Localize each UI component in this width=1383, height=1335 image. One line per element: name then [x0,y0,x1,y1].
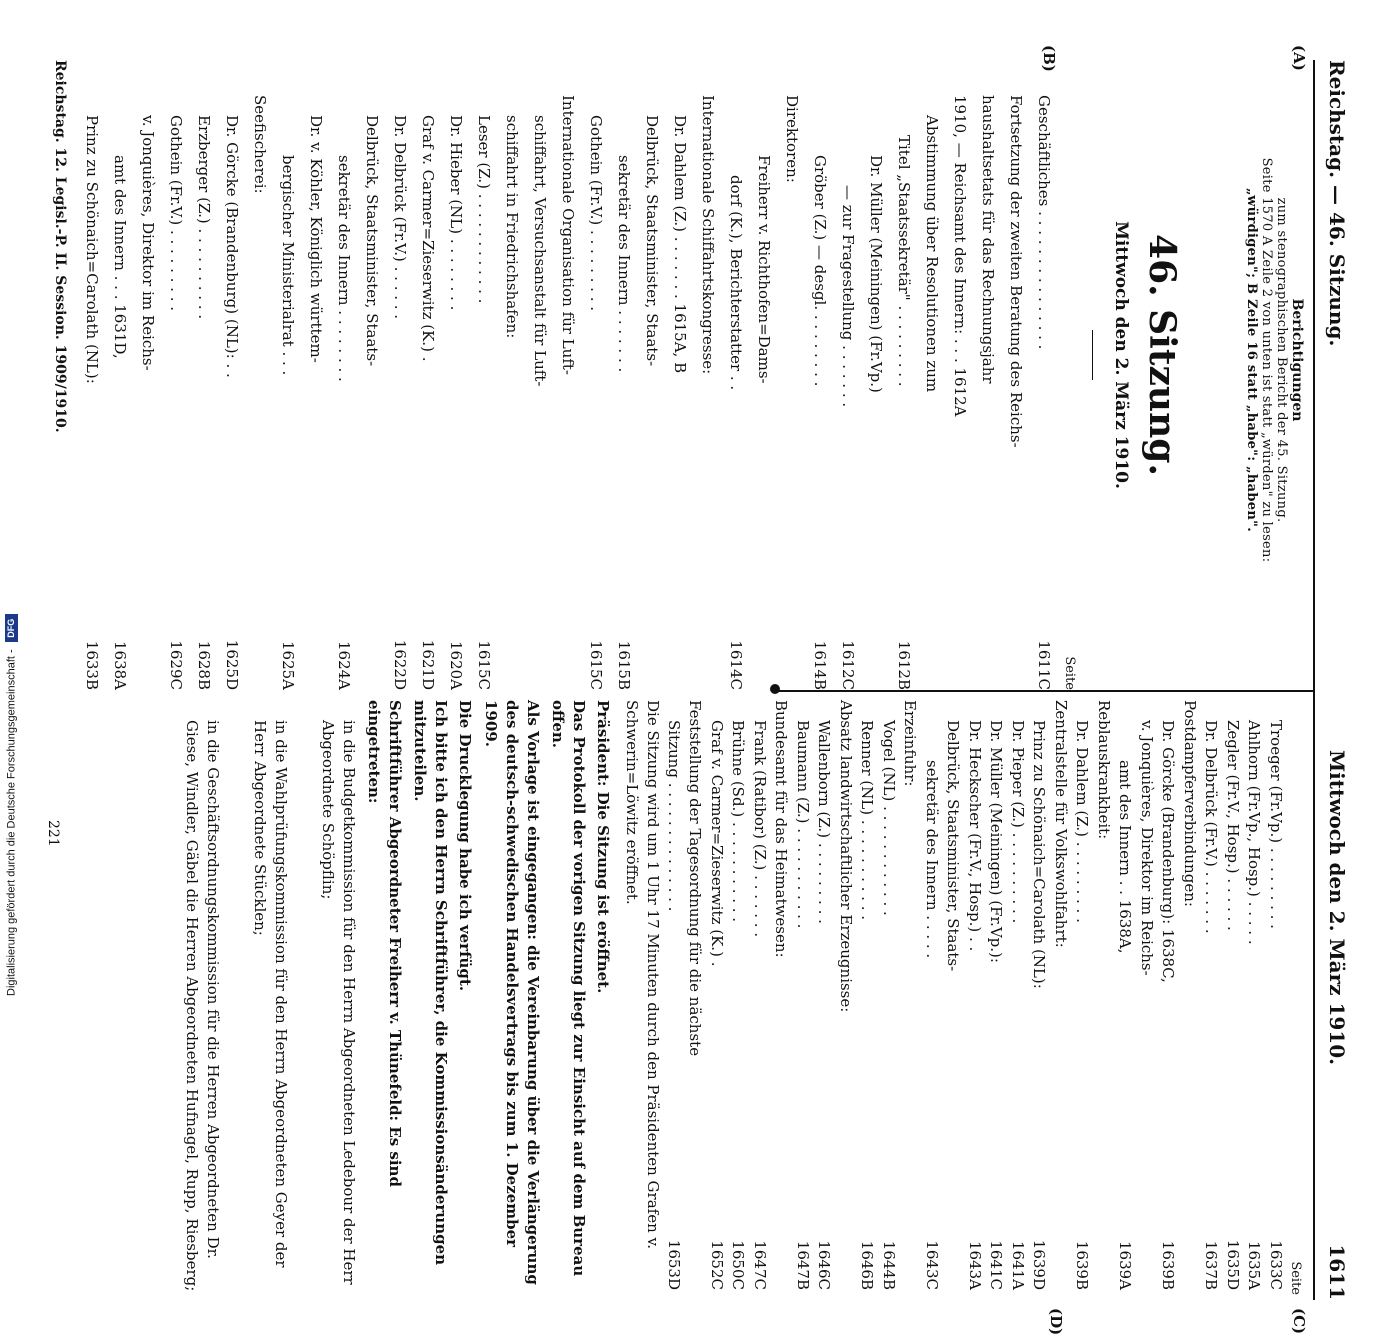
toc-right-row-text: Dr. Delbrück (Fr.V.) . . . . . . . [1202,720,1221,934]
toc-right-row-text: Sitzung . . . . . . . . . . . . . . [665,720,683,912]
toc-left-row [331,95,353,690]
toc-right-row-page: 1647C [751,1240,769,1290]
corrections-line-2: Seite 1570 A Zeile 2 von unten ist statt „würden" zu lesen: [1259,157,1274,563]
digitization-strip [0,0,30,1000]
toc-right-row [747,700,769,1290]
header-rule [1313,60,1315,1300]
toc-left-row-page: 1625D [223,639,241,690]
marker-b: (B) [1040,45,1058,72]
title-separator [1092,330,1093,380]
toc-left-row-page: 1615C [475,640,493,690]
opening-p4: Als Vorlage ist eingegangen: die Vereinbarung über die Verlängerung des deutsch-schwedischen Handelsvertrags bis zum 1. Dezember 1909. [482,700,542,1285]
page-number: 1611 [1325,1244,1349,1300]
footer-left: Reichstag. 12. Legisl.-P. II. Session. 1909/1910. [52,60,68,433]
toc-left-row-text: Freiherr v. Richthofen=Dams- [755,155,773,384]
toc-left [73,95,1083,690]
toc-left-row [79,95,101,690]
toc-right-row [1199,700,1221,1290]
toc-left-row-text: sekretär des Innern . . . . . . . . [335,155,353,382]
toc-right-row [1113,700,1135,1290]
opening-p7: Schriftführer Abgeordneter Freiherr v. Thünefeld: Es sind eingetreten: [365,700,404,1187]
toc-right-row-text: Postdampferverbindungen: [1181,700,1199,907]
toc-left-row [163,95,185,690]
toc-right-row-page: 1633C [1267,1240,1285,1290]
toc-right-row-page: 1641C [987,1240,1006,1290]
toc-left-row-text: Gothein (Fr.V.) . . . . . . . . . [167,115,185,312]
toc-right-row [704,700,726,1290]
toc-left-row-text: Fortsetzung der zweiten Beratung des Reichs- [1007,95,1025,448]
toc-right-row-text: Zentralstelle für Volkswohlfahrt: [1052,700,1070,948]
toc-left-row-text: 1910, — Reichsamt des Innern: . . . 1612A [951,95,969,417]
toc-left-row [695,95,717,690]
toc-left-row-page: 1638A [111,640,129,690]
toc-right-row-text: Dr. Görcke (Brandenburg): 1638C, [1159,720,1178,983]
toc-right-row [683,700,705,1290]
toc-left-row [387,95,409,690]
toc-left-row-text: Internationale Organisation für Luft- [559,95,577,375]
opening-p9: in die Wahlprüfungskommission für den Herrn Abgeordneten Geyer der Herr Abgeordnete Stücklen; [251,720,290,1268]
toc-right-row-text: Brühne (Sd.) . . . . . . . . . . . [729,720,748,923]
toc-right-row-text: Reblauskrankheit: [1095,700,1113,840]
toc-left-row [947,95,969,690]
toc-right-row [812,700,834,1290]
toc-right-row-text: Delbrück, Staatsminister, Staats- [944,720,963,972]
toc-right-row-text: Feststellung der Tagesordnung für die nächste [686,700,705,1057]
digitization-text: Digitalisierung gefördert durch die Deutsche Forschungsgemeinschaft - [5,649,18,996]
toc-right-row [769,700,791,1290]
toc-right-row [1091,700,1113,1290]
opening-p5: Die Drucklegung habe ich verfügt. [456,700,474,992]
toc-left-row-text: Delbrück, Staatsminister, Staats- [643,115,661,367]
toc-right-row [855,700,877,1290]
toc-left-row [807,95,829,690]
dfg-logo: DFG [5,614,18,642]
running-header-left: Reichstag. — 46. Sitzung. [1325,60,1349,347]
toc-right-row-page: 1643A [966,1240,984,1290]
toc-left-row-page: 1621D [419,639,437,690]
toc-left-row [891,95,913,690]
toc-left-row [247,95,269,690]
toc-left-row-text: Gothein (Fr.V.) . . . . . . . . . [587,115,605,312]
opening-p6: Ich bitte ich den Herrn Schriftführer, die Kommissionsänderungen mitzuteilen. [411,700,450,1266]
column-rule [773,690,1313,692]
toc-right-row [726,700,748,1290]
toc-right-row-text: Wallenborn (Z.) . . . . . . . . . [815,720,834,924]
toc-left-row [919,95,941,690]
corrections-line-3: „würdigen"; B Zeile 16 statt „habe": „haben". [1244,187,1259,533]
toc-left-row-page: 1612B [895,640,913,690]
toc-right-row-text: Dr. Pieper (Z.) . . . . . . . . . . [1009,720,1027,924]
toc-left-row-text: Dr. Dahlem (Z.) . . . . . . . 1615A, B [671,115,689,374]
toc-left-row-text: Dr. Müller (Meiningen) (Fr.Vp.) [867,155,885,393]
toc-right-row [1177,700,1199,1290]
toc-right [665,700,1303,1295]
toc-right-row [984,700,1006,1290]
toc-right-row-text: v. Jonquières, Direktor im Reichs- [1138,720,1156,976]
toc-left-row-text: Internationale Schiffahrtskongresse: [699,95,717,375]
toc-left-row-page: 1622D [391,639,409,690]
toc-left-row-text: bergischer Ministerialrat . . . [279,155,297,376]
toc-right-row-text: Prinz zu Schönaich=Carolath (NL): [1030,720,1049,989]
toc-left-row [1003,95,1025,690]
toc-right-row-text: Dr. Heckscher (Fr.V., Hosp.) . . [966,720,984,952]
corrections-title: Berichtigungen [1289,298,1305,422]
toc-right-row-text: Bundesamt für das Heimatwesen: [772,700,791,958]
toc-right-row-page: 1639B [1073,1240,1092,1290]
toc-left-row-text: Prinz zu Schönaich=Carolath (NL): [83,115,101,384]
toc-right-row-page: 1643C [923,1240,941,1290]
toc-left-row [1031,95,1053,690]
toc-left-row [779,95,801,690]
toc-left-row [359,95,381,690]
toc-left-row-page: 1633B [83,640,101,690]
toc-left-seite-label: Seite [1062,656,1077,690]
corrections-block [1244,100,1305,620]
toc-right-row-text: Renner (NL) . . . . . . . . . . . [858,720,877,920]
toc-left-row [415,95,437,690]
toc-left-row-text: schiffahrt, Versuchsanstalt für Luft- [531,115,549,387]
toc-right-row [790,700,812,1290]
toc-left-row-text: Leser (Z.) . . . . . . . . . . . . [475,115,493,304]
toc-left-row [219,95,241,690]
toc-left-row-text: Graf v. Carmer=Zieserwitz (K.) . [419,115,437,362]
toc-left-row-text: Dr. v. Köhler, Königlich württem- [307,115,325,363]
toc-right-row [1134,700,1156,1290]
toc-left-row-text: Titel „Staatssekretär" . . . . . . . . . [895,135,913,387]
toc-right-row-page: 1635D [1224,1239,1242,1290]
toc-right-row-text: Zegler (Fr.V., Hosp.) . . . . . . [1224,720,1242,931]
toc-right-row-text: Ahlhorn (Fr.Vp., Hosp.) . . . . . [1245,720,1264,945]
toc-left-row [863,95,885,690]
toc-right-row-page: 1644B [880,1240,898,1290]
opening-p10: in die Geschäftsordnungskommission für die Herren Abgeordneten Dr. Giese, Windler, Gäbel die Herren Abgeordneten Hufnagel, Rupp, Riesberg; [183,720,222,1292]
toc-left-row [835,95,857,690]
toc-left-row-text: v. Jonquières, Direktor im Reichs- [139,115,157,371]
toc-right-row-page: 1646B [858,1240,877,1290]
toc-left-row-page: 1624A [335,640,353,690]
toc-right-row [833,700,855,1290]
marker-a: (A) [1290,45,1308,71]
toc-right-row-text: Graf v. Carmer=Zieserwitz (K.) . [708,720,726,967]
toc-left-row [751,95,773,690]
toc-left-row-text: Dr. Görcke (Brandenburg) (NL): . . [223,115,241,378]
session-title: 46. Sitzung. [1141,234,1183,476]
toc-right-row-text: sekretär des Innern . . . . . [923,760,941,959]
toc-left-row [135,95,157,690]
footer-page-number: 221 [45,820,61,847]
toc-left-row-text: schiffahrt in Friedrichshafen: [503,115,521,339]
toc-right-row-page: 1652C [708,1240,726,1290]
running-header-date: Mittwoch den 2. März 1910. [1325,750,1349,1066]
toc-left-row [583,95,605,690]
opening-p1: Die Sitzung wird um 1 Uhr 17 Minuten durch den Präsidenten Grafen v. Schwerin=Löwitz eröffnet. [623,700,662,1249]
toc-left-row [527,95,549,690]
toc-left-row [191,95,213,690]
toc-left-row-text: Dr. Hieber (NL) . . . . . . . . [447,115,465,311]
toc-right-seite-label: Seite [1288,1261,1303,1295]
toc-left-row [443,95,465,690]
corrections-line-1: zum stenographischen Bericht der 45. Sitzung. [1274,197,1289,523]
toc-right-row [876,700,898,1290]
toc-right-row-page: 1650C [729,1240,748,1290]
toc-left-row [555,95,577,690]
toc-left-row-page: 1615C [587,640,605,690]
toc-right-row [661,700,683,1290]
toc-right-row [1070,700,1092,1290]
toc-left-row-text: haushaltsetats für das Rechnungsjahr [979,95,997,384]
toc-left-row-page: 1611C [1035,640,1053,690]
opening-p3: Das Protokoll der vorigen Sitzung liegt zur Einsicht auf dem Bureau offen. [549,700,588,1277]
toc-left-row [639,95,661,690]
opening-p8: in die Budgetkommission für den Herrn Abgeordneten Ledebour der Herr Abgeordnete Schöpflin; [319,720,358,1285]
toc-right-row-text: Troeger (Fr.Vp.) . . . . . . . . . [1267,720,1285,929]
marker-d: (D) [1047,1308,1065,1335]
toc-right-row-page: 1639A [1116,1240,1135,1290]
toc-right-row-page: 1639B [1159,1240,1178,1290]
toc-right-row-text: amt des Innern . . 1638A, [1116,760,1135,954]
opening-p2: Präsident: Die Sitzung ist eröffnet. [594,700,612,994]
toc-right-row-text: Erzeinfuhr: [901,700,920,787]
toc-left-row [275,95,297,690]
session-opening [73,700,663,1295]
toc-right-row [1156,700,1178,1290]
toc-left-row [471,95,493,690]
toc-right-row-page: 1639D [1030,1239,1049,1290]
toc-right-row-text: Dr. Müller (Meiningen) (Fr.Vp.): [987,720,1006,963]
toc-right-row [919,700,941,1290]
toc-left-row-text: Abstimmung über Resolutionen zum [923,115,941,393]
toc-right-row-page: 1647B [794,1240,812,1290]
toc-left-row-text: Geschäftliches . . . . . . . . . . . . . . . [1035,95,1053,350]
toc-right-row [1048,700,1070,1290]
toc-right-row-text: Absatz landwirtschaftlicher Erzeugnisse: [837,700,855,1013]
toc-right-row [1242,700,1264,1290]
toc-left-row [107,95,129,690]
toc-right-row [1027,700,1049,1290]
toc-right-row-text: Dr. Dahlem (Z.) . . . . . . . . . [1073,720,1092,923]
toc-left-row-page: 1625A [279,640,297,690]
toc-right-row-text: Frank (Ratibor) (Z.) . . . . . . . [751,720,769,938]
digitization-credit [5,614,18,996]
toc-left-row-page: 1612C [839,640,857,690]
toc-left-row-text: Dr. Delbrück (Fr.V.) . . . . . . [391,115,409,320]
toc-right-row-page: 1637B [1202,1240,1221,1290]
toc-left-row [499,95,521,690]
toc-right-row [1263,700,1285,1290]
toc-right-row-page: 1641A [1009,1240,1027,1290]
toc-right-row [898,700,920,1290]
toc-left-row [723,95,745,690]
toc-left-row-text: Seefischerei: [251,95,269,194]
toc-left-row-page: 1628B [195,640,213,690]
toc-left-row-text: Direktoren: [783,95,801,183]
toc-right-row [941,700,963,1290]
toc-left-row-page: 1629C [167,640,185,690]
toc-left-row-text: Gröber (Z.) — desgl. . . . . . . . . [811,155,829,387]
toc-left-row-page: 1614B [811,640,829,690]
toc-right-row [1220,700,1242,1290]
toc-right-row-page: 1635A [1245,1240,1264,1290]
toc-left-row [667,95,689,690]
toc-right-row-page: 1646C [815,1240,834,1290]
toc-left-row-page: 1614C [727,640,745,690]
toc-left-row-text: sekretär des Innern . . . . . . . [615,155,633,373]
toc-left-row-page: 1620A [447,640,465,690]
toc-right-row-text: Baumann (Z.) . . . . . . . . . . . [794,720,812,929]
toc-left-row [303,95,325,690]
toc-left-row [611,95,633,690]
toc-left-row-text: — zur Fragestellung . . . . . . . [839,185,857,408]
toc-right-row [1005,700,1027,1290]
toc-left-row-text: Erzberger (Z.) . . . . . . . . . . [195,115,213,320]
toc-left-row-text: amt des Innern . . . 1631D, [111,155,129,359]
running-header [1325,60,1349,1300]
marker-c: (C) [1290,1308,1308,1335]
toc-left-row-page: 1615B [615,640,633,690]
toc-right-row-text: Vogel (NL) . . . . . . . . . . . . [880,720,898,916]
toc-left-row-text: Delbrück, Staatsminister, Staats- [363,115,381,367]
toc-left-row [975,95,997,690]
toc-right-row [962,700,984,1290]
session-date: Mittwoch den 2. März 1910. [1111,221,1131,489]
toc-right-row-page: 1653D [665,1239,683,1290]
toc-left-row-text: dorf (K.), Berichterstatter . . [727,175,745,391]
